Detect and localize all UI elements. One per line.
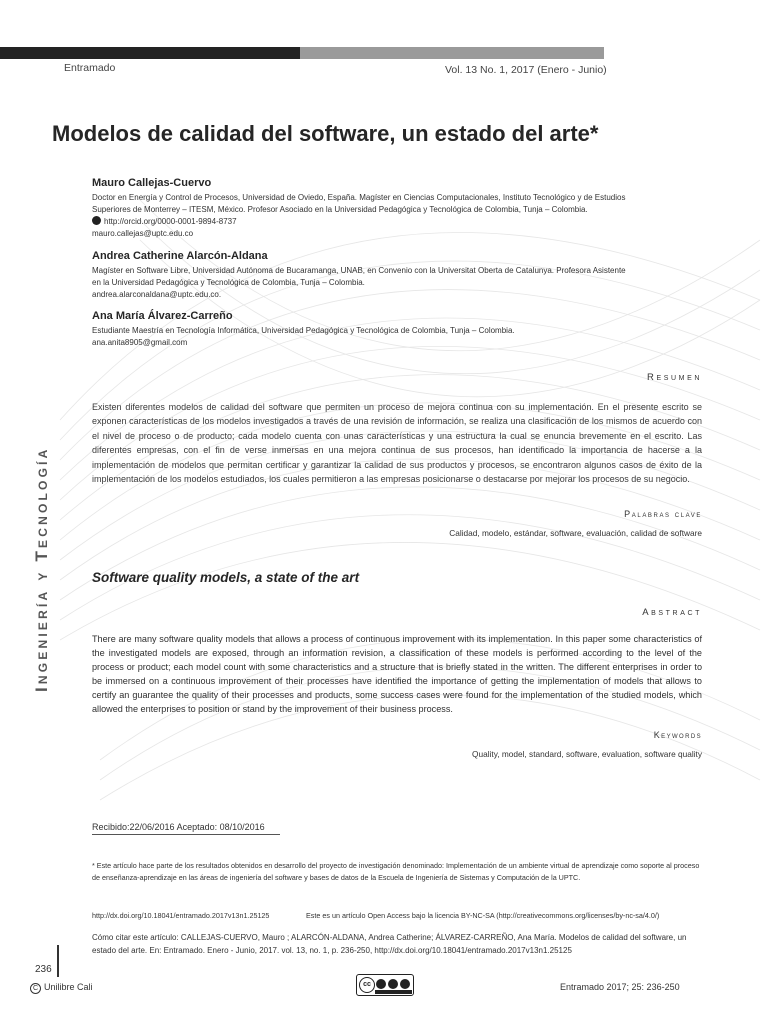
english-title: Software quality models, a state of the art <box>92 570 360 585</box>
author-email[interactable]: andrea.alarconaldana@uptc.edu.co. <box>92 290 222 299</box>
palabras-clave-text: Calidad, modelo, estándar, software, evaluación, calidad de software <box>449 528 702 538</box>
license-text: Este es un artículo Open Access bajo la licencia BY-NC-SA (http://creativecommons.org/licenses/by-nc-sa/4.0/) <box>306 911 660 920</box>
author-block <box>92 250 732 301</box>
copyright-icon: C <box>30 983 41 994</box>
resumen-text: Existen diferentes modelos de calidad del software que permiten un proceso de mejora continua con su implementación. En el presente escrito se exponen características de los modelos investigados a través de una revisión de información, se realiza una clasificación de los mismos de acuerdo con el nivel de proceso o de producto; cada modelo cuenta con unas características y una estructura la cual se enuncia brevemente en el escrito. Las diferentes empresas, con el fin de verse inmersas en una mejora continua de sus procesos, han identificado la importancia de hacerse a la implementación de modelos que permitan certificar y garantizar la calidad de sus productos y procesos, se encontraron algunos casos de éxito de la implementación de los modelos estudiados, los cuales permitieron a las empresas posicionarse o destacarse por mejorar los procesos de su negocio. <box>92 402 702 485</box>
license-strip <box>375 990 412 994</box>
header-bar-light <box>300 47 604 59</box>
keywords-text: Quality, model, standard, software, evaluation, software quality <box>472 749 702 759</box>
author-affiliation: Estudiante Maestría en Tecnología Informática, Universidad Pedagógica y Tecnológica de Colombia, Tunja – Colombia. <box>92 326 515 335</box>
abstract-heading: Abstract <box>642 607 702 618</box>
article-title: Modelos de calidad del software, un estado del arte* <box>52 121 599 146</box>
header-bar-dark <box>0 47 300 59</box>
side-label-text: Ingeniería y Tecnología <box>32 446 51 692</box>
orcid-link[interactable]: http://orcid.org/0000-0001-9894-8737 <box>104 217 237 226</box>
journal-name: Entramado <box>64 62 116 74</box>
author-affiliation: Magíster en Software Libre, Universidad Autónoma de Bucaramanga, UNAB, en Convenio con la Universitat Oberta de Catalunya. Profesora Asistente <box>92 266 626 275</box>
author-email[interactable]: ana.anita8905@gmail.com <box>92 338 188 347</box>
received-accepted-dates: Recibido:22/06/2016 Aceptado: 08/10/2016 <box>92 822 265 832</box>
footer-citation: Entramado 2017; 25: 236-250 <box>560 982 680 992</box>
footnote: * Este artículo hace parte de los resultados obtenidos en desarrollo del proyecto de investigación denominado: Implementación de un ambiente virtual de aprendizaje como soporte al proceso de enseñanza-aprendizaje en las áreas de ingeniería del software y bases de datos de la Escuela de Ingeniería de Sistemas y Computación de la UPTC. <box>92 861 700 882</box>
citation: Cómo citar este artículo: CALLEJAS-CUERVO, Mauro ; ALARCÓN-ALDANA, Andrea Catherine; ÁLVAREZ-CARREÑO, Ana María. Modelos de calidad del software, un estado del arte. En: Entramado. Enero - Junio, 2017. vol. 13, no. 1, p. 236-250, http://dx.doi.org/10.18041/entramado.2017v13n1.25125 <box>92 933 687 955</box>
resumen-heading: Resumen <box>646 372 702 383</box>
by-icon <box>376 979 386 989</box>
author-block <box>92 177 732 240</box>
orcid-icon <box>92 216 101 225</box>
author-block <box>92 310 732 349</box>
sa-icon <box>400 979 410 989</box>
author-name: Mauro Callejas-Cuervo <box>92 177 212 189</box>
page-number-divider <box>57 945 59 977</box>
keywords-heading: Keywords <box>653 730 702 740</box>
nc-icon <box>388 979 398 989</box>
author-email[interactable]: mauro.callejas@uptc.edu.co <box>92 229 194 238</box>
section-side-label <box>28 380 56 700</box>
creative-commons-license-icon[interactable] <box>356 974 414 996</box>
cc-icon: cc <box>359 977 375 993</box>
volume-info: Vol. 13 No. 1, 2017 (Enero - Junio) <box>445 64 607 76</box>
author-affiliation: en la Universidad Pedagógica y Tecnológica de Colombia, Tunja – Colombia. <box>92 278 365 287</box>
palabras-clave-heading: Palabras clave <box>624 509 702 519</box>
author-name: Ana María Álvarez-Carreño <box>92 310 233 322</box>
author-name: Andrea Catherine Alarcón-Aldana <box>92 250 268 262</box>
publisher-name: Unilibre Cali <box>44 982 93 992</box>
author-affiliation: Doctor en Energía y Control de Procesos, Universidad de Oviedo, España. Magíster en Ciencias Computacionales, Instituto Tecnológico y de Estudios <box>92 193 626 202</box>
author-affiliation: Superiores de Monterrey – ITESM, México. Profesor Asociado en la Universidad Pedagógica y Tecnológica de Colombia, Tunja – Colombia. <box>92 205 588 214</box>
doi-link[interactable]: http://dx.doi.org/10.18041/entramado.2017v13n1.25125 <box>92 911 270 920</box>
dates-underline <box>92 834 280 835</box>
page-number: 236 <box>35 964 52 975</box>
abstract-text: There are many software quality models that allows a process of continuous improvement with its implementation. In this paper some characteristics of the investigated models are exposed, through an information revision, a classification of these models is performed according to the level of the process or product; each model count with some characteristics and a structure that is briefly stated in the written. The different enterprises in order to be immersed on a continuous improvement of their processes have identified the importance of getting the implementation of models that allows to certify an guarantee the quality of their processes and products, some success cases were found for the implementation of the studied models, which allowed the enterprises to position or stand by the improvement of their business process. <box>92 634 702 714</box>
